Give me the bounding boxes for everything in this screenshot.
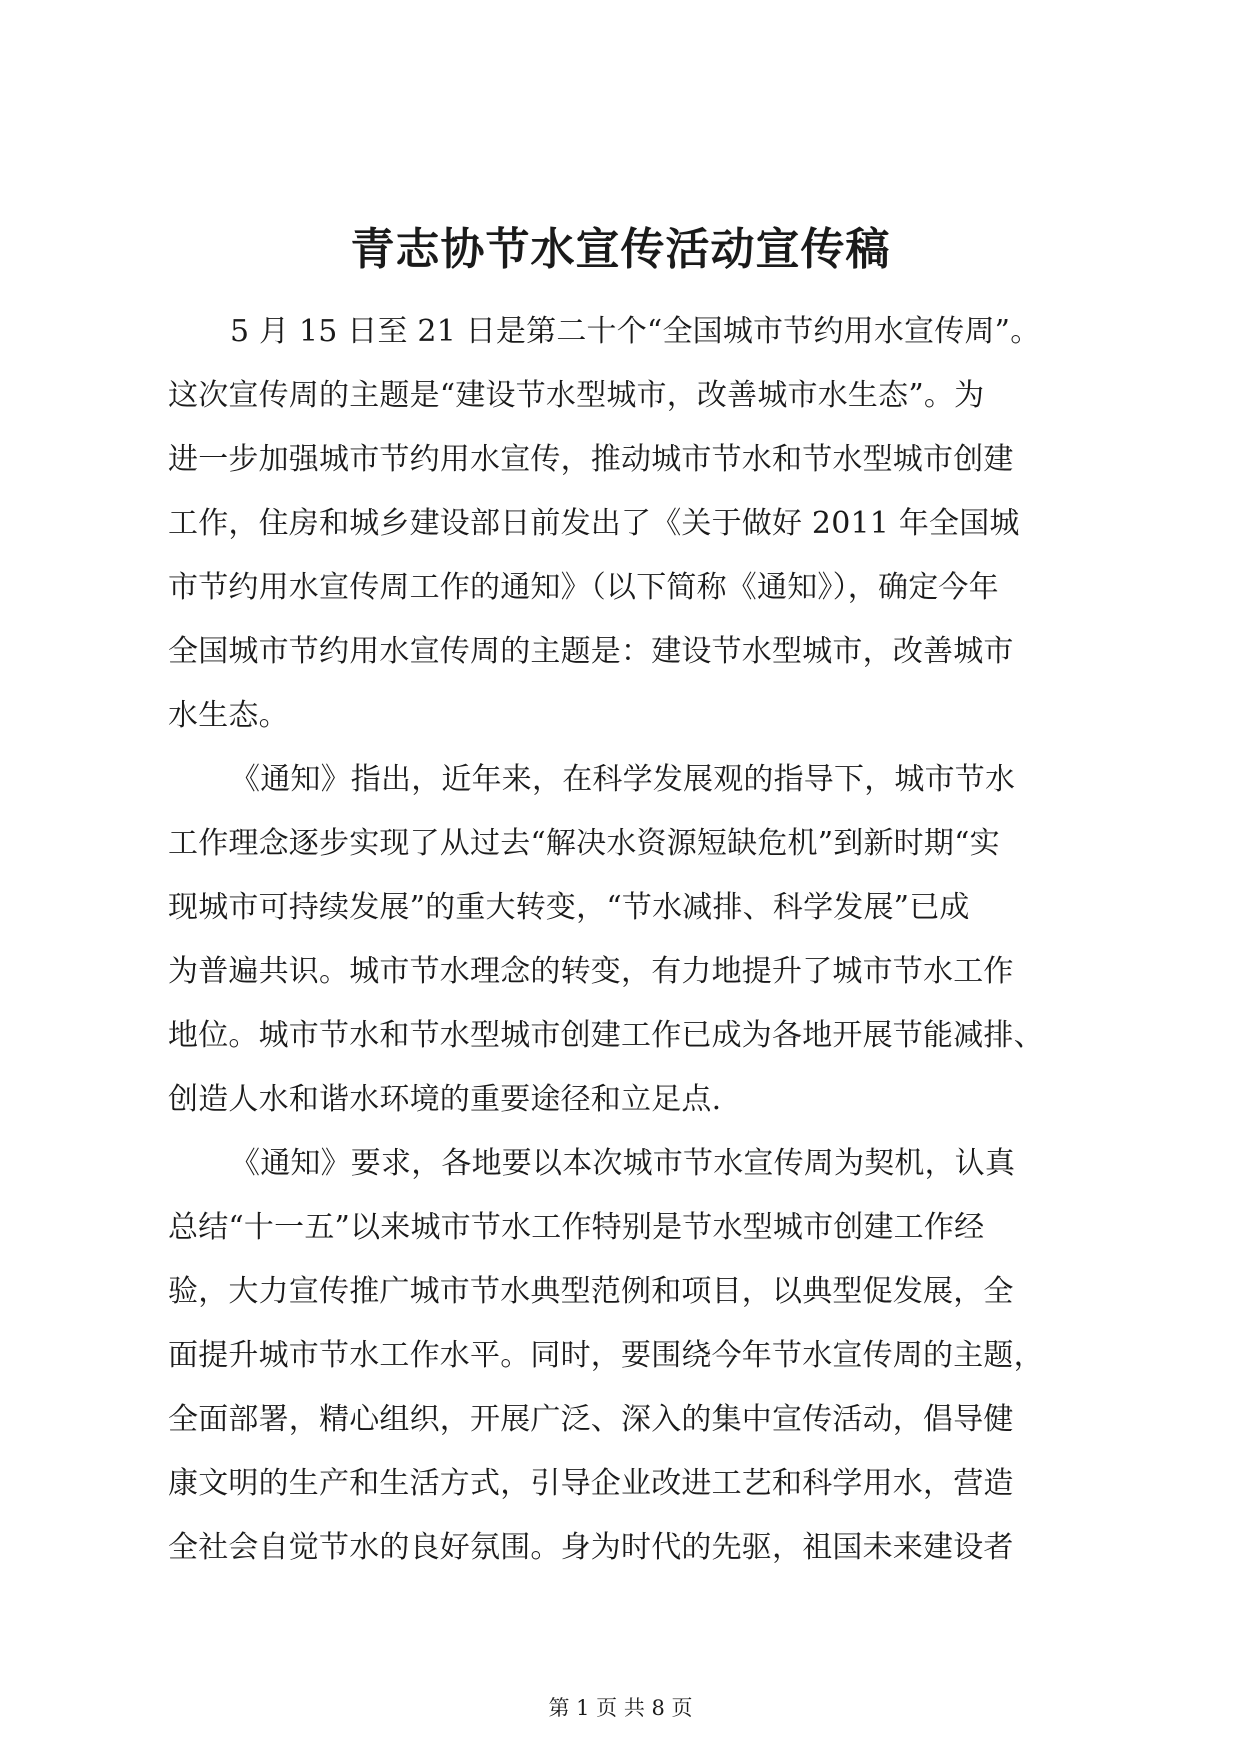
page-footer: 第 1 页 共 8 页 <box>548 1696 693 1720</box>
text-line: 《通知》指出，近年来，在科学发展观的指导下，城市节水 <box>230 762 1016 797</box>
text-line: 为普遍共识。城市节水理念的转变，有力地提升了城市节水工作 <box>168 954 1014 989</box>
text-line: 工作理念逐步实现了从过去“解决水资源短缺危机”到新时期“实 <box>168 826 1000 861</box>
text-line: 地位。城市节水和节水型城市创建工作已成为各地开展节能减排、 <box>168 1018 1044 1053</box>
text-line: 这次宣传周的主题是“建设节水型城市，改善城市水生态”。为 <box>168 378 985 413</box>
document-body <box>168 300 1088 1580</box>
text-line: 面提升城市节水工作水平。同时，要围绕今年节水宣传周的主题， <box>168 1338 1044 1373</box>
text-line: 《通知》要求，各地要以本次城市节水宣传周为契机，认真 <box>230 1146 1016 1181</box>
text-line: 康文明的生产和生活方式，引导企业改进工艺和科学用水，营造 <box>168 1466 1014 1501</box>
text-line: 创造人水和谐水环境的重要途径和立足点. <box>168 1082 722 1117</box>
text-line: 总结“十一五”以来城市节水工作特别是节水型城市创建工作经 <box>168 1210 985 1245</box>
text-line: 工作，住房和城乡建设部日前发出了《关于做好 2011 年全国城 <box>168 506 1020 541</box>
text-line: 5 月 15 日至 21 日是第二十个“全国城市节约用水宣传周”。 <box>230 314 1041 349</box>
text-line: 全面部署，精心组织，开展广泛、深入的集中宣传活动，倡导健 <box>168 1402 1014 1437</box>
text-line: 验，大力宣传推广城市节水典型范例和项目，以典型促发展，全 <box>168 1274 1014 1309</box>
text-line: 水生态。 <box>168 698 289 733</box>
text-line: 全社会自觉节水的良好氛围。身为时代的先驱，祖国未来建设者 <box>168 1530 1014 1565</box>
text-line: 进一步加强城市节约用水宣传，推动城市节水和节水型城市创建 <box>168 442 1014 477</box>
text-line: 现城市可持续发展”的重大转变，“节水减排、科学发展”已成 <box>168 890 970 925</box>
document-title: 青志协节水宣传活动宣传稿 <box>350 224 891 275</box>
text-line: 全国城市节约用水宣传周的主题是：建设节水型城市，改善城市 <box>168 634 1014 669</box>
text-line: 市节约用水宣传周工作的通知》（以下简称《通知》），确定今年 <box>168 570 999 605</box>
